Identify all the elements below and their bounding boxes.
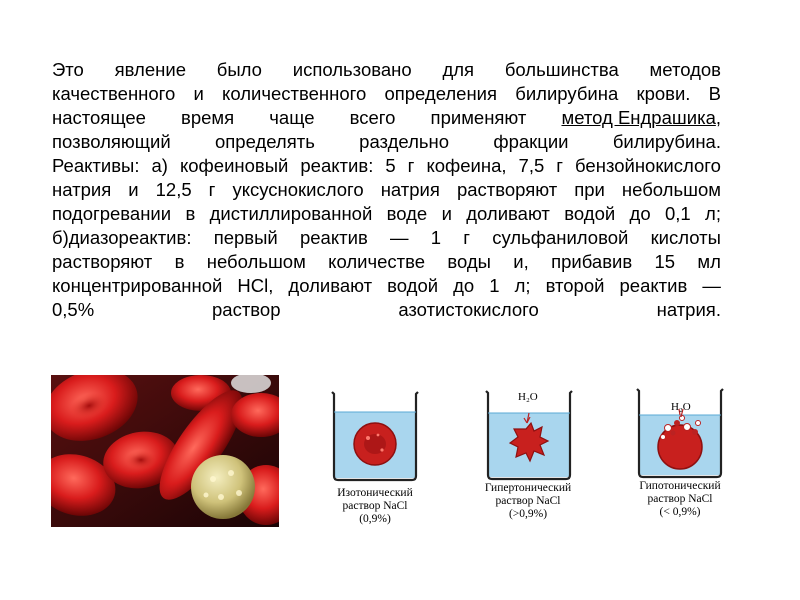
word: настоящее [52, 107, 146, 128]
word: сульфаниловой [492, 227, 629, 248]
word: 15 [654, 251, 676, 272]
word: методов [649, 59, 721, 80]
word: определять [214, 131, 315, 152]
paragraph-line [52, 202, 721, 226]
word: 7,5 [518, 155, 545, 176]
word: г [556, 155, 564, 176]
blood-cells-illustration [51, 375, 279, 527]
beaker-isotonic [330, 388, 420, 489]
word: прибавив [551, 251, 633, 272]
beaker-isotonic-caption [310, 487, 440, 526]
word: 12,5 [155, 179, 192, 200]
word: 5 [385, 155, 396, 176]
word: л; [705, 203, 721, 224]
word: растворяют [456, 179, 558, 200]
caption-line: раствор NaCl [495, 495, 561, 507]
caption-line: (>0,9%) [508, 508, 548, 520]
caption-line: Гипотонический [639, 480, 721, 492]
word: 0,5% [52, 299, 95, 320]
word: натрия [52, 179, 112, 200]
word: всего [349, 107, 396, 128]
word: 1 [430, 227, 442, 248]
word: первый [213, 227, 278, 248]
h2o-label: H₂O [518, 391, 538, 403]
h2o-label: H₂O [671, 401, 691, 413]
paragraph-line [52, 250, 721, 274]
paragraph-line [52, 58, 721, 82]
paragraph-line [52, 274, 721, 298]
word: мл [697, 251, 721, 272]
paragraph-line [52, 226, 721, 250]
word: качественного [52, 83, 176, 104]
word: Это [52, 59, 84, 80]
caption-line: раствор NaCl [342, 500, 408, 512]
word: водой [564, 203, 616, 224]
word: уксуснокислого [232, 179, 364, 200]
beaker-hypotonic-drawing [635, 385, 725, 481]
word: доливают [288, 275, 373, 296]
word: и [128, 179, 139, 200]
word: воды [447, 251, 491, 272]
beaker-hypotonic-caption [615, 480, 745, 519]
word: г [208, 179, 216, 200]
word: для [442, 59, 475, 80]
beaker-hypertonic [484, 387, 574, 488]
paragraph-line [52, 130, 721, 154]
word: доливают [466, 203, 550, 224]
word: л; [514, 275, 531, 296]
word: воде [386, 203, 428, 224]
word: — [702, 275, 721, 296]
beaker-hypertonic-caption [463, 482, 593, 521]
word: , [715, 107, 721, 128]
word: кофеина, [426, 155, 507, 176]
word: время [181, 107, 235, 128]
word: HCl, [237, 275, 274, 296]
caption-line: (< 0,9%) [659, 506, 701, 518]
word: реактив [619, 275, 688, 296]
paragraph-line [52, 106, 721, 130]
word: небольшом [621, 179, 721, 200]
word: подогревании [52, 203, 172, 224]
word: азотистокислого [398, 299, 539, 320]
word: количественного [222, 83, 367, 104]
word: 0,1 [664, 203, 691, 224]
word: Реактивы: [52, 155, 140, 176]
word: бензойнокислого [575, 155, 721, 176]
word: и [441, 203, 452, 224]
word: позволяющий [52, 131, 171, 152]
word: натрия [380, 179, 440, 200]
word: — [390, 227, 409, 248]
word: В [708, 83, 721, 104]
word: б)диазореактив: [52, 227, 192, 248]
word: а) [151, 155, 168, 176]
word: крови. [636, 83, 691, 104]
word: натрия. [656, 299, 721, 320]
method-link[interactable] [561, 106, 721, 130]
beaker-isotonic-drawing [330, 388, 420, 484]
method-link-text[interactable]: метод Ендрашика [561, 107, 716, 128]
word: в [174, 251, 185, 272]
word: чаще [269, 107, 315, 128]
word: 1 [489, 275, 500, 296]
paragraph-line [52, 298, 721, 322]
word: раствор [212, 299, 281, 320]
word: второй [545, 275, 605, 296]
word: небольшом [206, 251, 306, 272]
word: явление [114, 59, 186, 80]
word: при [574, 179, 605, 200]
word: реактив: [300, 155, 374, 176]
caption-line: (0,9%) [359, 513, 391, 525]
word: использовано [292, 59, 412, 80]
word: кофеиновый [179, 155, 289, 176]
word: было [216, 59, 262, 80]
paragraph-line [52, 178, 721, 202]
word: большинства [504, 59, 619, 80]
blood-cells-image [51, 375, 279, 527]
word: г [463, 227, 470, 248]
word: билирубина [515, 83, 619, 104]
word: до [453, 275, 475, 296]
beaker-hypotonic [635, 385, 725, 486]
word: до [629, 203, 651, 224]
word: определения [384, 83, 498, 104]
word: концентрированной [52, 275, 223, 296]
word: кислоты [650, 227, 721, 248]
word: реактив [299, 227, 368, 248]
paragraph-line [52, 154, 721, 178]
word: и [193, 83, 204, 104]
word: раздельно [359, 131, 450, 152]
word: фракции [493, 131, 569, 152]
word: в [185, 203, 196, 224]
word: количестве [328, 251, 426, 272]
word: растворяют [52, 251, 153, 272]
paragraph-line [52, 82, 721, 106]
word: г [407, 155, 415, 176]
word: применяют [430, 107, 527, 128]
word: и, [513, 251, 529, 272]
paragraph [52, 58, 721, 322]
caption-line: Изотонический [337, 487, 413, 499]
caption-line: Гипертонический [484, 482, 572, 494]
word: билирубина. [612, 131, 721, 152]
word: водой [387, 275, 439, 296]
caption-line: раствор NaCl [647, 493, 713, 505]
word: дистиллированной [209, 203, 373, 224]
